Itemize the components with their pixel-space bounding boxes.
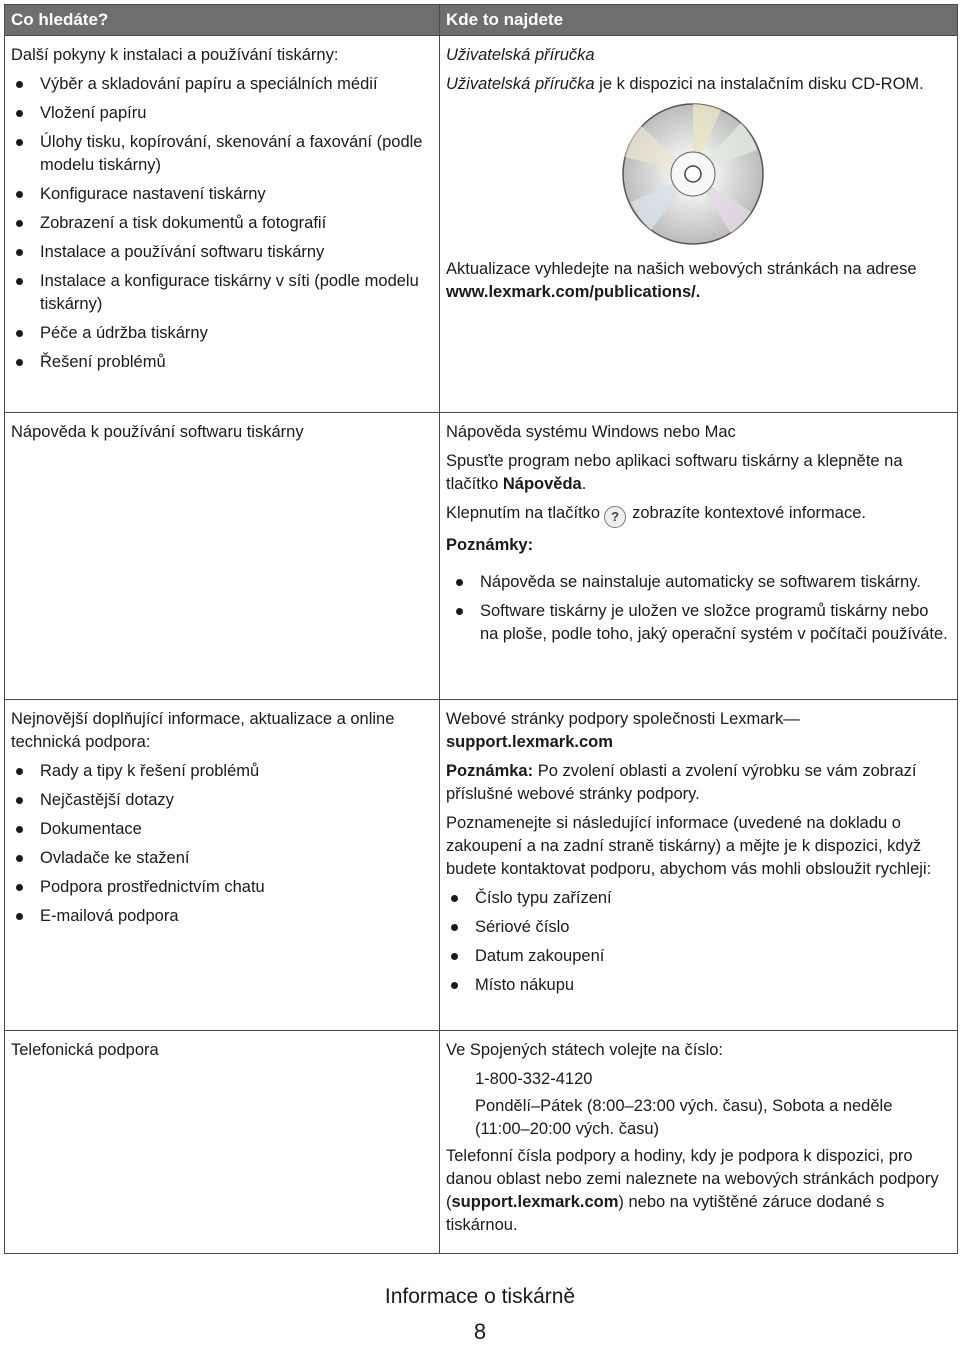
list-item: Vložení papíru	[11, 102, 432, 125]
phone-para-end: ) nebo na vytištěné záruce dodané s tiskárnou.	[446, 1193, 885, 1234]
help-para2-end: zobrazíte kontextové informace.	[632, 504, 866, 522]
user-guide-italic: Uživatelská příručka	[446, 75, 595, 93]
support-para: Poznamenejte si následující informace (uvedené na dokladu o zakoupení a na zadní straně tiskárny) a mějte je k dispozici, když budete kontaktovat podporu, abychom vás mohli obsloužit rychleji:	[446, 814, 932, 878]
table-row	[5, 36, 958, 413]
list-item: Nejčastější dotazy	[11, 789, 432, 812]
user-guide-line	[446, 73, 950, 96]
support-note-text: Po zvolení oblasti a zvolení výrobku se vám zobrazí příslušné webové stránky podpory.	[446, 762, 917, 803]
row2-right	[440, 413, 958, 700]
row1-intro: Další pokyny k instalaci a používání tiskárny:	[11, 46, 339, 64]
table-row	[5, 700, 958, 1031]
list-item: Péče a údržba tiskárny	[11, 322, 432, 345]
row3-left	[5, 700, 440, 1031]
row3-intro: Nejnovější doplňující informace, aktualizace a online technická podpora:	[11, 710, 395, 751]
info-table	[4, 4, 958, 1254]
support-site-link[interactable]: support.lexmark.com	[446, 733, 613, 751]
list-item: Datum zakoupení	[446, 945, 950, 968]
table-row	[5, 1031, 958, 1254]
help-question-icon: ?	[604, 506, 626, 528]
user-guide-rest: je k dispozici na instalačním disku CD-ROM.	[594, 75, 924, 93]
footer-title: Informace o tiskárně	[384, 1285, 576, 1308]
list-item: Instalace a používání softwaru tiskárny	[11, 241, 432, 264]
phone-number: 1-800-332-4120	[475, 1070, 593, 1088]
list-item: Místo nákupu	[446, 974, 950, 997]
list-item: Dokumentace	[11, 818, 432, 841]
row3-right	[440, 700, 958, 1031]
list-item: E-mailová podpora	[11, 905, 432, 928]
list-item: Řešení problémů	[11, 351, 432, 374]
support-note-label: Poznámka:	[446, 762, 534, 780]
list-item: Výběr a skladování papíru a speciálních médií	[11, 73, 432, 96]
notes-label: Poznámky:	[446, 536, 534, 554]
list-item: Zobrazení a tisk dokumentů a fotografií	[11, 212, 432, 235]
support-note	[446, 760, 950, 806]
help-para1	[446, 450, 950, 496]
help-title: Nápověda systému Windows nebo Mac	[446, 423, 736, 441]
list-item: Ovladače ke stažení	[11, 847, 432, 870]
update-text	[446, 258, 950, 304]
help-button-label: Nápověda	[502, 475, 582, 493]
phone-support-link[interactable]: support.lexmark.com	[451, 1193, 619, 1211]
row1-left	[5, 36, 440, 413]
help-para2	[446, 502, 950, 528]
list-item: Číslo typu zařízení	[446, 887, 950, 910]
cd-rom-disc-icon	[621, 102, 765, 246]
help-para1-end: .	[581, 475, 587, 493]
support-info-list	[446, 887, 950, 997]
list-item: Úlohy tisku, kopírování, skenování a faxování (podle modelu tiskárny)	[11, 131, 432, 177]
publications-link[interactable]: www.lexmark.com/publications/.	[446, 283, 701, 301]
support-site-label: Webové stránky podpory společnosti Lexmark—	[446, 710, 800, 728]
help-para1-text: Spusťte program nebo aplikaci softwaru tiskárny a klepněte na tlačítko	[446, 452, 903, 493]
table-row	[5, 413, 958, 700]
row1-right	[440, 36, 958, 413]
list-item: Podpora prostřednictvím chatu	[11, 876, 432, 899]
row4-left: Telefonická podpora	[5, 1031, 440, 1254]
update-text-label: Aktualizace vyhledejte na našich webových stránkách na adrese	[446, 260, 917, 278]
phone-intro: Ve Spojených státech volejte na číslo:	[446, 1041, 724, 1059]
row2-left: Nápověda k používání softwaru tiskárny	[5, 413, 440, 700]
page-number: 8	[473, 1319, 487, 1344]
list-item: Nápověda se nainstaluje automaticky se softwarem tiskárny.	[451, 571, 950, 594]
list-item: Software tiskárny je uložen ve složce programů tiskárny nebo na ploše, podle toho, jaký operační systém v počítači používáte.	[451, 600, 950, 646]
phone-para	[446, 1145, 950, 1237]
row3-bullet-list	[11, 760, 432, 928]
list-item: Instalace a konfigurace tiskárny v síti (podle modelu tiskárny)	[11, 270, 432, 316]
phone-hours: Pondělí–Pátek (8:00–23:00 vých. času), Sobota a neděle (11:00–20:00 vých. času)	[475, 1097, 893, 1138]
list-item: Sériové číslo	[446, 916, 950, 939]
row1-bullet-list	[11, 73, 432, 374]
list-item: Rady a tipy k řešení problémů	[11, 760, 432, 783]
phone-para-text: Telefonní čísla podpory a hodiny, kdy je podpora k dispozici, pro danou oblast nebo zemi naleznete na webových stránkách podpory (	[446, 1147, 939, 1211]
support-site-title	[446, 708, 950, 754]
row4-right	[440, 1031, 958, 1254]
user-guide-title: Uživatelská příručka	[446, 46, 595, 64]
notes-list	[451, 571, 950, 646]
help-para2-text: Klepnutím na tlačítko	[446, 504, 601, 522]
header-where: Kde to najdete	[440, 5, 958, 36]
header-what: Co hledáte?	[5, 5, 440, 36]
list-item: Konfigurace nastavení tiskárny	[11, 183, 432, 206]
